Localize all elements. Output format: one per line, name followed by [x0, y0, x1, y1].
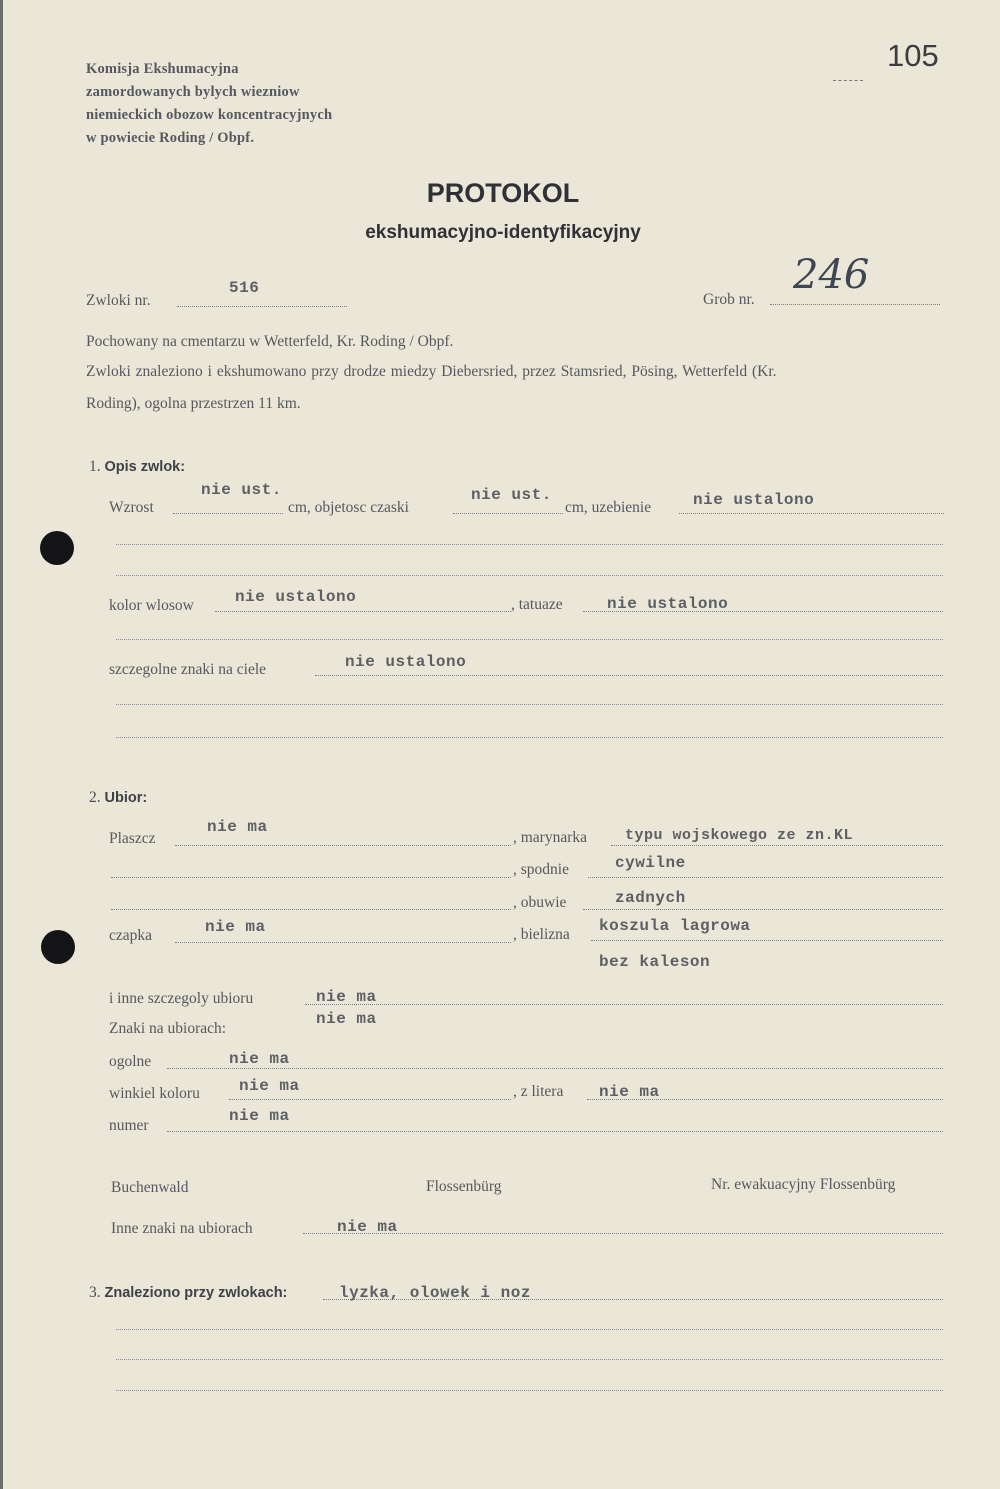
czaszka-value: nie ust.: [471, 486, 552, 504]
obuwie-label: , obuwie: [513, 894, 567, 911]
grob-value-handwritten: 246: [793, 252, 870, 298]
bielizna-line: [591, 940, 943, 941]
tatuaze-value: nie ustalono: [607, 595, 729, 613]
bielizna-value: koszula lagrowa: [599, 917, 751, 935]
kolor-line: [215, 611, 511, 612]
plaszcz-label: Plaszcz: [109, 830, 156, 847]
blank-line: [116, 639, 943, 640]
inne-znaki-value: nie ma: [337, 1218, 398, 1236]
blank-line: [116, 1390, 943, 1391]
section-2-heading: [89, 789, 147, 807]
znaki-ubior-value: nie ma: [316, 1010, 377, 1028]
intro-line-1: Pochowany na cmentarzu w Wetterfeld, Kr. Roding / Obpf.: [86, 333, 454, 350]
org-line-4: w powiecie Roding / Obpf.: [86, 130, 255, 146]
winkiel-label: winkiel koloru: [109, 1085, 200, 1102]
czapka-value: nie ma: [205, 918, 266, 936]
winkiel-line: [229, 1099, 511, 1100]
czaszka-line: [453, 513, 563, 514]
numer-line: [167, 1131, 943, 1132]
spodnie-value: cywilne: [615, 854, 686, 872]
znaleziono-value: lyzka, olowek i noz: [339, 1284, 531, 1302]
inne-szczegoly-line: [305, 1004, 943, 1005]
section-2-number: 2.: [89, 789, 101, 806]
section-3-heading: [89, 1284, 287, 1302]
czapka-label: czapka: [109, 927, 153, 944]
cm-czaszka-label: cm, objetosc czaski: [288, 499, 409, 516]
marynarka-value: typu wojskowego ze zn.KL: [625, 827, 854, 844]
camp-buchenwald: Buchenwald: [111, 1179, 189, 1196]
znaki-cialo-line: [315, 675, 943, 676]
document-subtitle: ekshumacyjno-identyfikacyjny: [365, 222, 641, 243]
spodnie-label: , spodnie: [513, 861, 569, 878]
blank-line: [116, 1329, 943, 1330]
intro-line-2: Zwloki znaleziono i ekshumowano przy drodze miedzy Diebersried, przez Stamsried, Pösing, Wetterfeld (Kr.: [86, 363, 777, 380]
znaki-ubior-label: Znaki na ubiorach:: [109, 1020, 227, 1037]
winkiel-value: nie ma: [239, 1077, 300, 1095]
marynarka-label: , marynarka: [513, 829, 588, 846]
ogolne-line: [167, 1068, 943, 1069]
camp-flossenburg: Flossenbürg: [426, 1178, 502, 1195]
obuwie-line: [583, 909, 943, 910]
blank-line: [116, 1359, 943, 1360]
inne-znaki-line: [303, 1233, 943, 1234]
kolor-label: kolor wlosow: [109, 597, 194, 614]
section-1-title: Opis zwlok:: [104, 459, 186, 475]
ogolne-value: nie ma: [229, 1050, 290, 1068]
zwloki-value: 516: [229, 279, 260, 297]
intro-line-3: Roding), ogolna przestrzen 11 km.: [86, 395, 301, 412]
wzrost-value: nie ust.: [201, 481, 282, 499]
blank-line: [116, 737, 943, 738]
czapka-line: [175, 942, 511, 943]
tatuaze-label: , tatuaze: [511, 596, 563, 613]
section-3-number: 3.: [89, 1284, 101, 1301]
zwloki-label: Zwloki nr.: [86, 292, 151, 309]
spodnie-line: [588, 877, 943, 878]
blank-line: [116, 575, 943, 576]
org-line-2: zamordowanych bylych wiezniow: [86, 84, 300, 100]
evacuation-number-label: Nr. ewakuacyjny Flossenbürg: [711, 1176, 896, 1193]
inne-szczegoly-label: i inne szczegoly ubioru: [109, 990, 254, 1007]
page-number: 105: [887, 38, 939, 73]
marynarka-line: [611, 845, 943, 846]
org-line-3: niemieckich obozow koncentracyjnych: [86, 107, 333, 123]
punch-hole: [40, 531, 74, 565]
blank-line: [116, 544, 943, 545]
wzrost-line: [173, 513, 283, 514]
inne-szczegoly-value: nie ma: [316, 988, 377, 1006]
zwloki-line: [177, 306, 347, 307]
wzrost-label: Wzrost: [109, 499, 154, 516]
inne-znaki-label: Inne znaki na ubiorach: [111, 1220, 253, 1237]
org-line-1: Komisja Ekshumacyjna: [86, 61, 239, 77]
blank-line: [111, 877, 511, 878]
znaki-cialo-label: szczegolne znaki na ciele: [109, 661, 267, 678]
bielizna-label: , bielizna: [513, 926, 570, 943]
litera-value: nie ma: [599, 1083, 660, 1101]
header-dash: [833, 80, 863, 81]
obuwie-value: zadnych: [615, 889, 686, 907]
bielizna-value-2: bez kaleson: [599, 953, 711, 971]
uzebienie-line: [679, 513, 944, 514]
punch-hole: [41, 930, 75, 964]
blank-line: [116, 704, 943, 705]
uzebienie-value: nie ustalono: [693, 491, 815, 509]
numer-value: nie ma: [229, 1107, 290, 1125]
document-title: PROTOKOL: [426, 178, 580, 208]
plaszcz-line: [175, 845, 511, 846]
litera-label: , z litera: [513, 1083, 564, 1100]
plaszcz-value: nie ma: [207, 818, 268, 836]
section-1-number: 1.: [89, 458, 101, 475]
kolor-value: nie ustalono: [235, 588, 357, 606]
grob-line: [770, 304, 940, 305]
section-1-heading: [89, 458, 185, 476]
grob-label: Grob nr.: [703, 291, 755, 308]
section-3-title: Znaleziono przy zwlokach:: [104, 1285, 288, 1301]
ogolne-label: ogolne: [109, 1053, 152, 1070]
cm-uzebienie-label: cm, uzebienie: [565, 499, 652, 516]
numer-label: numer: [109, 1117, 149, 1134]
blank-line: [111, 909, 511, 910]
section-2-title: Ubior:: [104, 790, 148, 806]
znaki-cialo-value: nie ustalono: [345, 653, 467, 671]
